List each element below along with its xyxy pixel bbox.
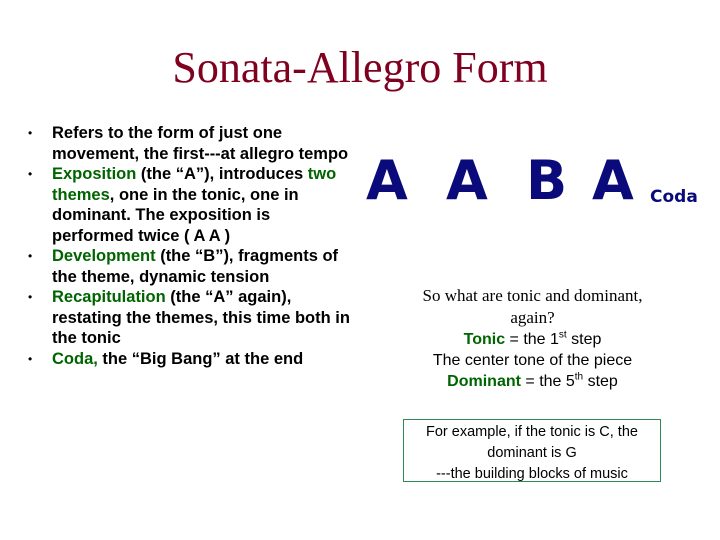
term-two-themes: two themes xyxy=(52,165,337,204)
bullet-text: (the “A”), introduces xyxy=(136,165,308,183)
bullet-icon: • xyxy=(28,290,33,304)
tonic-ordinal: st xyxy=(558,329,567,341)
term-recapitulation: Recapitulation xyxy=(52,288,166,306)
letter-a-3: A xyxy=(592,149,634,212)
list-item xyxy=(26,123,356,164)
dominant-eq: = the 5 xyxy=(520,373,575,390)
letter-b: B xyxy=(526,149,568,212)
coda-label: Coda xyxy=(650,187,698,207)
bullet-icon: • xyxy=(28,167,33,181)
bullet-text: (the “B”), fragments of the theme, dynamic tension xyxy=(52,247,339,286)
bullet-list xyxy=(26,123,356,369)
list-item xyxy=(26,349,356,370)
example-line-1: For example, if the tonic is C, the xyxy=(426,424,638,440)
example-line-2: dominant is G xyxy=(487,445,577,461)
bullet-text: (the “A” again), restating the themes, this time both in the tonic xyxy=(52,288,350,347)
question-line-1: So what are tonic and dominant, xyxy=(422,286,643,305)
bullet-icon: • xyxy=(28,351,33,366)
tonic-end: step xyxy=(566,331,602,348)
list-item xyxy=(26,164,356,246)
tonic-line xyxy=(404,329,661,350)
dominant-ordinal: th xyxy=(574,371,584,383)
list-item xyxy=(26,246,356,287)
tonic-eq: = the 1 xyxy=(505,331,559,348)
list-item xyxy=(26,287,356,349)
term-exposition: Exposition xyxy=(52,165,137,183)
letter-a-1: A xyxy=(366,149,408,212)
letter-a-2: A xyxy=(446,149,488,212)
question-line-2: again? xyxy=(510,308,555,327)
bullet-text: the “Big Bang” at the end xyxy=(97,349,304,368)
center-tone-line: The center tone of the piece xyxy=(432,352,633,369)
tonic-dominant-box xyxy=(404,285,661,403)
example-box xyxy=(403,419,661,482)
dominant-end: step xyxy=(583,373,618,390)
bullet-icon: • xyxy=(28,249,33,263)
bullet-text: , one in the tonic, one in dominant. The exposition is performed twice ( A A ) xyxy=(52,185,299,245)
bullet-icon: • xyxy=(28,126,33,140)
term-coda: Coda, xyxy=(52,349,98,368)
slide-title: Sonata-Allegro Form xyxy=(172,43,548,92)
example-line-3: ---the building blocks of music xyxy=(436,466,628,482)
dominant-term: Dominant xyxy=(447,373,521,390)
form-letters xyxy=(360,150,720,220)
tonic-term: Tonic xyxy=(463,331,506,348)
term-development: Development xyxy=(52,247,156,265)
bullet-text: Refers to the form of just one movement, the first---at allegro tempo xyxy=(52,124,349,163)
dominant-line xyxy=(404,371,661,392)
